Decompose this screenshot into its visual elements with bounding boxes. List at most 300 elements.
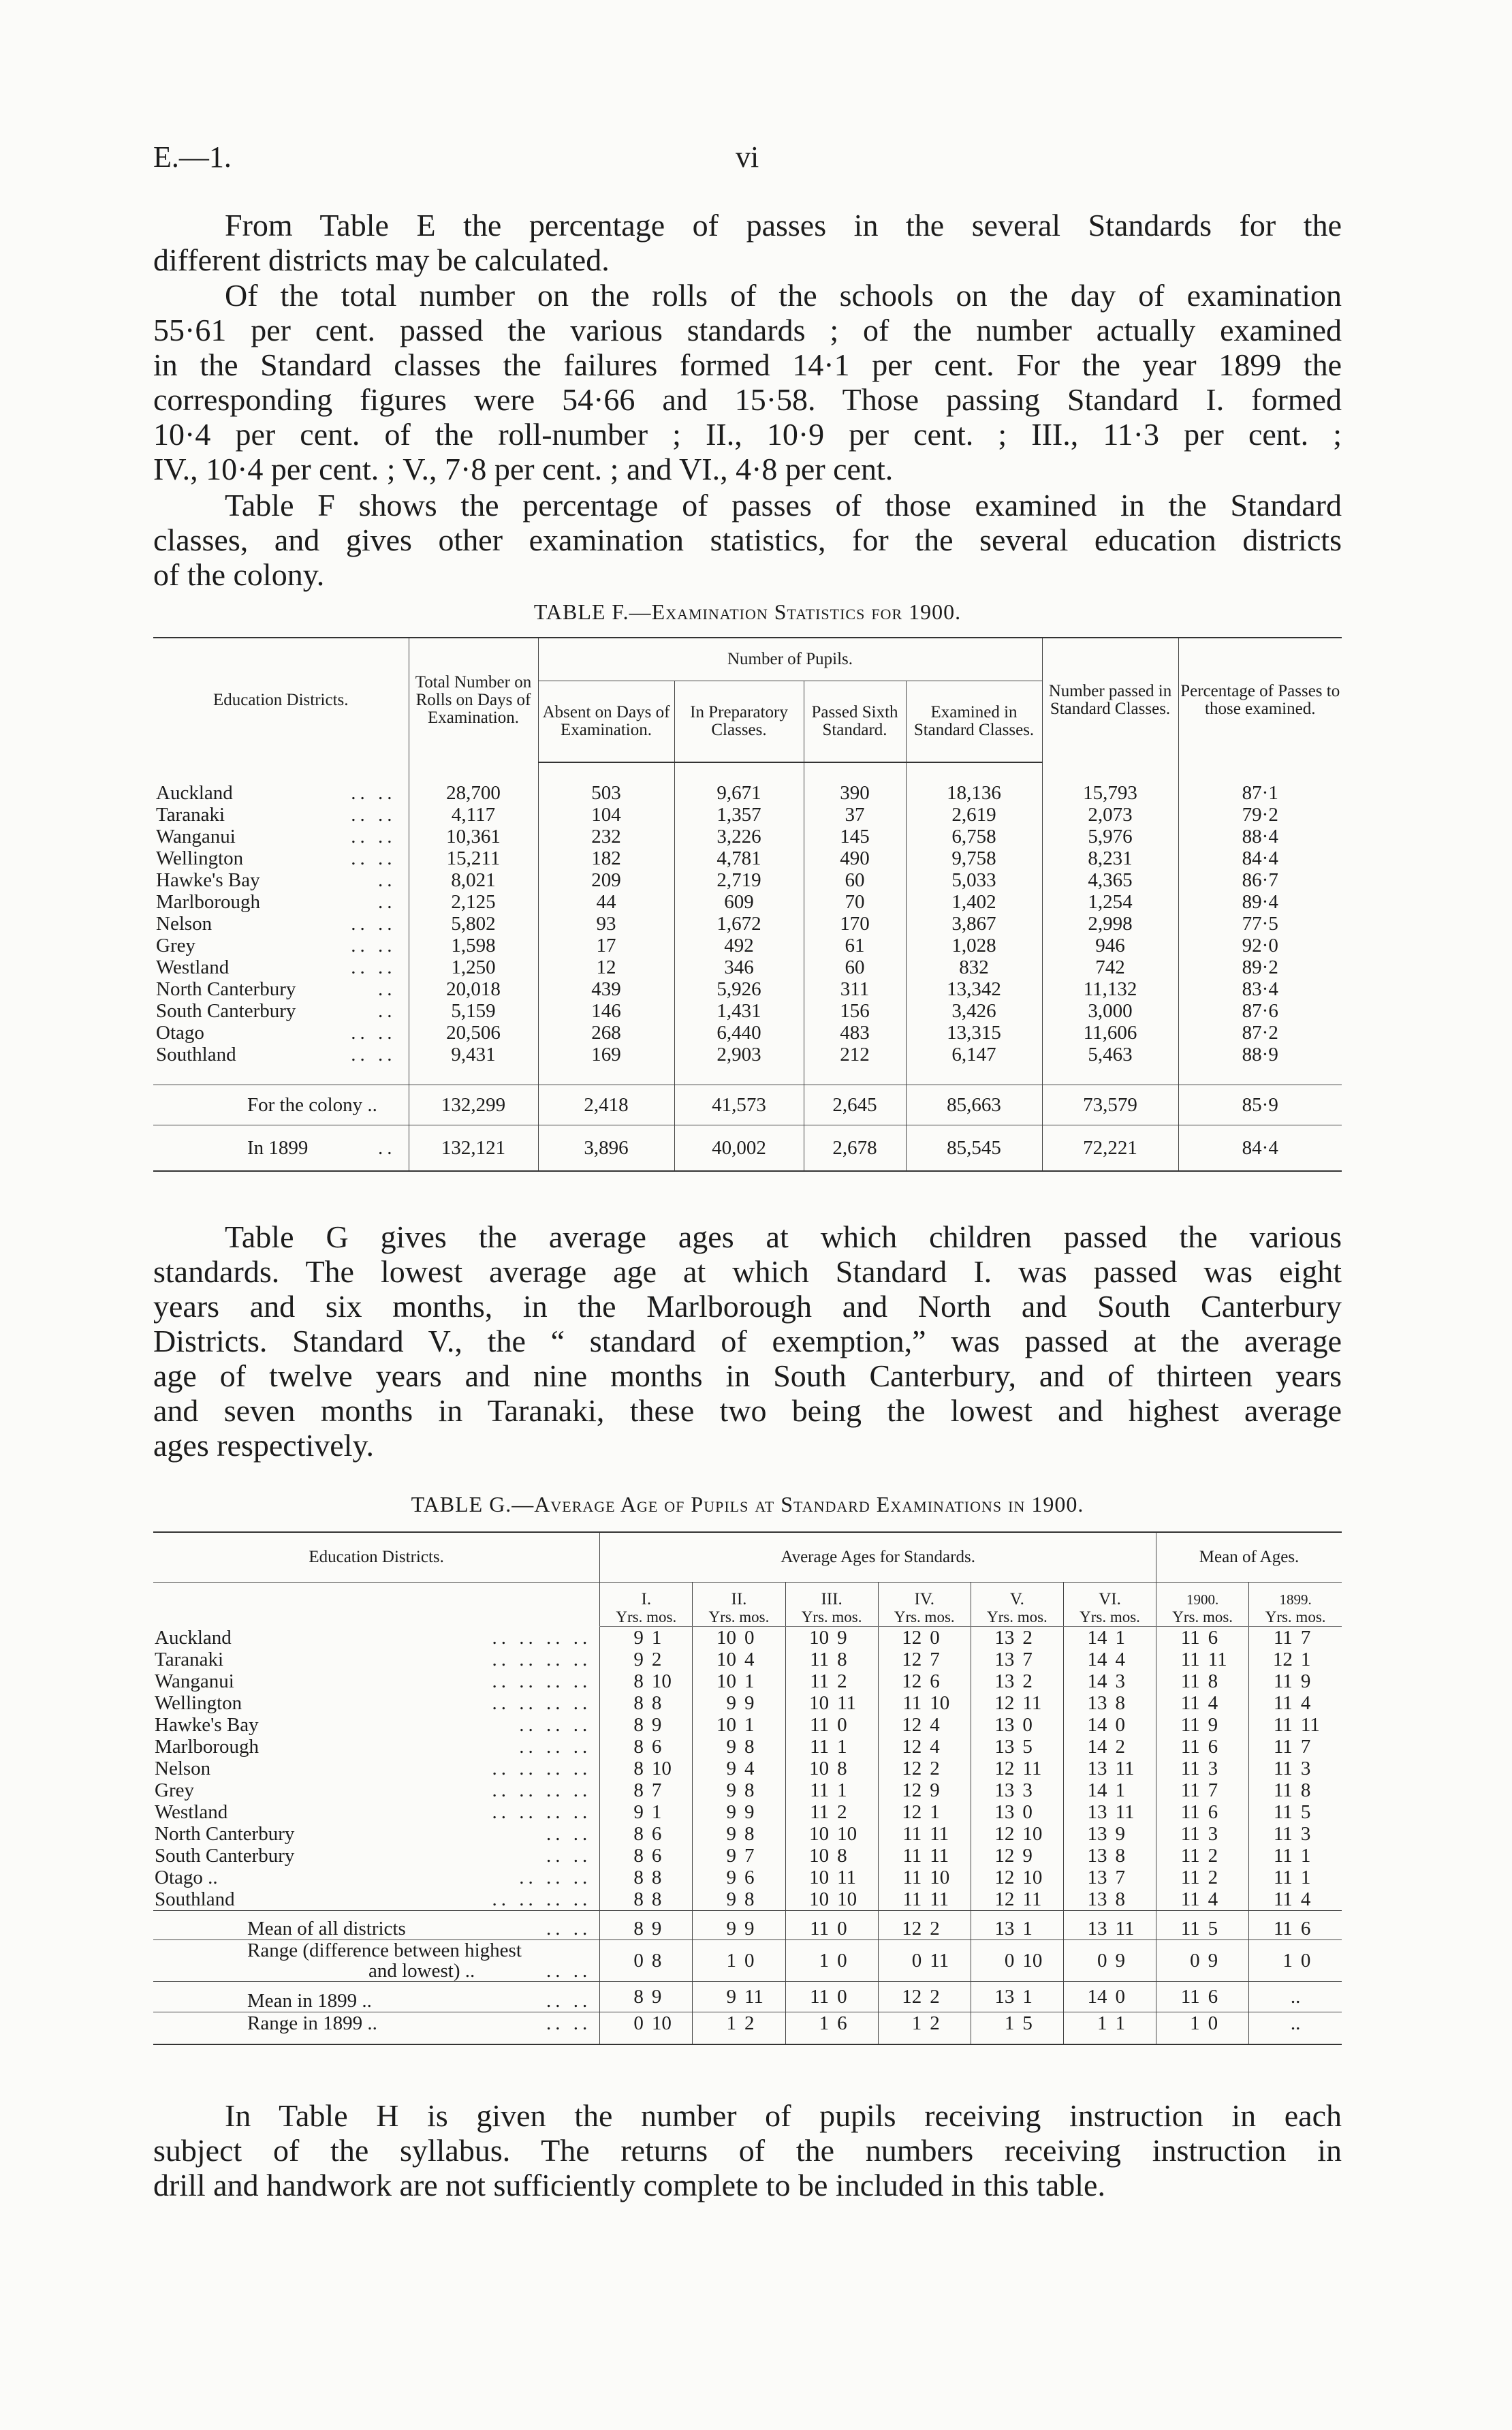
cell-months: 1 (651, 1627, 662, 1649)
cell-months: 0 (1112, 1982, 1156, 2012)
cell-years: 10 (693, 1649, 740, 1670)
cell-years: 10 (785, 1758, 833, 1779)
cell-years: 8 (600, 1888, 648, 1911)
text-line: corresponding figures were 54·66 and 15·58. Those passing Standard I. formed (153, 382, 1342, 417)
cell-blank: .. (1249, 2012, 1342, 2045)
text-line: different districts may be calculated. (153, 243, 610, 277)
district-name: South Canterbury (156, 1000, 296, 1022)
cell-months: 6 (651, 1736, 662, 1758)
cell-years: 11 (1156, 1845, 1204, 1867)
cell-sixth: 145 (804, 826, 906, 847)
cell-passed: 2,998 (1042, 913, 1178, 935)
document-code: E.—1. (153, 140, 232, 174)
district-name: Grey (155, 1779, 194, 1801)
header-yrs-mos: Yrs. mos. (600, 1608, 693, 1627)
cell-months: 9 (740, 1911, 785, 1940)
cell-absent: 146 (538, 1000, 674, 1022)
cell-months: 1 (1112, 2012, 1156, 2045)
cell-total: 5,802 (409, 913, 538, 935)
cell-years: 0 (1063, 1940, 1111, 1982)
cell-years: 11 (1156, 1982, 1204, 2012)
cell-months: 8 (837, 1649, 847, 1670)
leader-dots: .. .. (546, 1823, 592, 1845)
cell-years: 8 (600, 1779, 648, 1801)
district-name: Westland (155, 1801, 228, 1823)
cell-months: 10 (837, 1888, 857, 1910)
table-row (153, 847, 1342, 869)
cell-years: 11 (878, 1823, 926, 1845)
cell-months: 2 (1022, 1627, 1033, 1649)
cell-months: 0 (833, 1911, 878, 1940)
text-line: Table G gives the average ages at which children passed the various (225, 1219, 1342, 1254)
cell-months: 10 (1018, 1940, 1063, 1982)
leader-dots: .. (378, 891, 396, 913)
header-yrs-mos: Yrs. mos. (878, 1608, 971, 1627)
table-row-1899 (153, 1125, 1342, 1172)
cell-preparatory: 5,926 (674, 978, 804, 1000)
table-g-summary (153, 1911, 1342, 1982)
cell-percentage: 92·0 (1178, 935, 1342, 956)
cell-months: 1 (1018, 1982, 1063, 2012)
leader-dots: .. .. (351, 1022, 396, 1044)
cell-months: 6 (1208, 1801, 1218, 1823)
leader-dots: .. .. (546, 1960, 592, 1982)
cell-years: 11 (878, 1867, 926, 1888)
text-line: in the Standard classes the failures formed 14·1 per cent. For the year 1899 the (153, 347, 1342, 382)
district-name: Taranaki (155, 1649, 224, 1670)
cell-years: 11 (1156, 1692, 1204, 1714)
cell-years: 10 (785, 1692, 833, 1714)
cell-years: 11 (1156, 1670, 1204, 1692)
table-row (153, 1692, 1342, 1714)
leader-dots: .. .. (546, 1845, 592, 1867)
cell-months: 2 (1208, 1867, 1218, 1888)
header-column-standard: II. (693, 1583, 785, 1609)
cell-months: 10 (648, 2012, 693, 2045)
cell-months: 6 (930, 1670, 940, 1692)
header-examined: Examined in Standard Classes. (906, 681, 1042, 763)
cell-years: 11 (785, 1779, 833, 1801)
cell-years: 11 (1249, 1867, 1297, 1888)
cell-months: 2 (1022, 1670, 1033, 1692)
cell-years: 8 (600, 1845, 648, 1867)
cell-years: 9 (693, 1736, 740, 1758)
cell-years: 1 (693, 2012, 740, 2045)
cell-years: 11 (1249, 1736, 1297, 1758)
table-row (153, 1845, 1342, 1867)
cell-months: 8 (837, 1845, 847, 1867)
cell-months: 9 (648, 1982, 693, 2012)
cell-years: 11 (785, 1982, 833, 2012)
cell-months: 9 (837, 1627, 847, 1649)
cell-years: 1 (785, 1940, 833, 1982)
district-name: Marlborough (156, 891, 261, 913)
cell-total: 132,121 (409, 1125, 538, 1172)
row-label (153, 1000, 409, 1022)
cell-months: 8 (744, 1823, 755, 1845)
cell-years: 10 (693, 1670, 740, 1692)
cell-preparatory: 492 (674, 935, 804, 956)
cell-sixth: 37 (804, 804, 906, 826)
cell-months: 5 (1018, 2012, 1063, 2045)
cell-absent: 209 (538, 869, 674, 891)
header-number-passed: Number passed in Standard Classes. (1042, 638, 1178, 762)
cell-months: 10 (930, 1867, 950, 1888)
cell-years: 11 (785, 1911, 833, 1940)
caption-prefix: TABLE F.— (533, 599, 652, 624)
cell-years: 14 (1063, 1670, 1111, 1692)
cell-months: 7 (1208, 1779, 1218, 1801)
cell-years: 0 (878, 1940, 926, 1982)
cell-total: 9,431 (409, 1044, 538, 1065)
cell-years: 0 (600, 1940, 648, 1982)
header-yrs-mos: Yrs. mos. (971, 1608, 1063, 1627)
cell-months: 4 (1115, 1649, 1126, 1670)
cell-sixth: 2,645 (804, 1085, 906, 1125)
cell-months: 3 (1208, 1758, 1218, 1779)
cell-years: 14 (1063, 1649, 1111, 1670)
cell-sixth: 60 (804, 869, 906, 891)
cell-preparatory: 609 (674, 891, 804, 913)
cell-years: 11 (1249, 1888, 1297, 1911)
cell-months: 0 (1022, 1714, 1033, 1736)
district-name: South Canterbury (155, 1845, 295, 1867)
cell-years: 11 (1249, 1779, 1297, 1801)
cell-years: 8 (600, 1670, 648, 1692)
cell-years: 11 (1156, 1779, 1204, 1801)
cell-examined: 1,402 (906, 891, 1042, 913)
row-label (153, 2012, 600, 2045)
table-row-range-1899 (153, 2012, 1342, 2045)
district-name: Otago .. (155, 1867, 218, 1888)
cell-total: 2,125 (409, 891, 538, 913)
cell-total: 132,299 (409, 1085, 538, 1125)
cell-months: 9 (744, 1801, 755, 1823)
cell-years: 13 (971, 1649, 1018, 1670)
leader-dots: .. .. .. .. (492, 1649, 592, 1670)
row-label (153, 956, 409, 978)
table-row-range (153, 1940, 1342, 1982)
text-line: IV., 10·4 per cent. ; V., 7·8 per cent. ; and VI., 4·8 per cent. (153, 452, 894, 486)
row-label (153, 1649, 600, 1670)
cell-months: 11 (930, 1845, 949, 1867)
cell-months: 4 (930, 1736, 940, 1758)
cell-sixth: 60 (804, 956, 906, 978)
cell-months: 6 (1204, 1982, 1249, 2012)
leader-dots: .. .. (351, 782, 396, 804)
leader-dots: .. .. .. .. (492, 1692, 592, 1714)
cell-percentage: 85·9 (1178, 1085, 1342, 1125)
cell-months: 2 (837, 1670, 847, 1692)
cell-years: 11 (1249, 1845, 1297, 1867)
caption-title: Examination Statistics for 1900. (651, 599, 962, 624)
cell-years: 12 (878, 1627, 926, 1649)
cell-months: 11 (1300, 1714, 1320, 1736)
caption-prefix: TABLE G.— (411, 1492, 535, 1516)
row-label (153, 1022, 409, 1044)
cell-years: 14 (1063, 1982, 1111, 2012)
cell-preparatory: 1,431 (674, 1000, 804, 1022)
leader-dots: .. (378, 1137, 396, 1159)
cell-months: 11 (1208, 1649, 1227, 1670)
table-row (153, 1888, 1342, 1911)
row-label (153, 1911, 600, 1940)
cell-passed: 5,463 (1042, 1044, 1178, 1065)
cell-percentage: 86·7 (1178, 869, 1342, 891)
cell-percentage: 89·4 (1178, 891, 1342, 913)
cell-months: 10 (930, 1692, 950, 1714)
cell-years: 11 (1156, 1867, 1204, 1888)
table-row (153, 935, 1342, 956)
cell-months: 8 (651, 1888, 662, 1910)
cell-absent: 104 (538, 804, 674, 826)
cell-passed: 2,073 (1042, 804, 1178, 826)
leader-dots: .. .. (351, 935, 396, 956)
row-label (153, 869, 409, 891)
cell-years: 12 (878, 1758, 926, 1779)
cell-months: 8 (651, 1692, 662, 1714)
cell-months: 6 (1297, 1911, 1342, 1940)
district-name: Wanganui (155, 1670, 234, 1692)
cell-years: 13 (971, 1670, 1018, 1692)
cell-total: 1,598 (409, 935, 538, 956)
cell-years: 9 (600, 1801, 648, 1823)
cell-months: 0 (1297, 1940, 1342, 1982)
text-line: In Table H is given the number of pupils receiving instruction in each (225, 2098, 1342, 2133)
cell-years: 12 (971, 1692, 1018, 1714)
cell-months: 8 (744, 1888, 755, 1910)
cell-months: 9 (1300, 1670, 1311, 1692)
row-label (153, 1940, 600, 1982)
cell-years: 12 (878, 1911, 926, 1940)
header-yrs-mos: Yrs. mos. (693, 1608, 785, 1627)
cell-years: 9 (693, 1888, 740, 1911)
cell-total: 5,159 (409, 1000, 538, 1022)
row-label (153, 1736, 600, 1758)
header-education-districts: Education Districts. (153, 1532, 600, 1583)
text-line: From Table E the percentage of passes in the several Standards for the (225, 208, 1342, 243)
cell-years: 12 (878, 1982, 926, 2012)
cell-months: 8 (1115, 1845, 1126, 1867)
cell-passed: 72,221 (1042, 1125, 1178, 1172)
cell-years: 9 (693, 1692, 740, 1714)
cell-total: 1,250 (409, 956, 538, 978)
text-line: age of twelve years and nine months in South Canterbury, and of thirteen years (153, 1358, 1342, 1393)
cell-passed: 8,231 (1042, 847, 1178, 869)
cell-years: 10 (785, 1845, 833, 1867)
cell-preparatory: 2,903 (674, 1044, 804, 1065)
cell-months: 10 (651, 1758, 672, 1779)
cell-passed: 73,579 (1042, 1085, 1178, 1125)
cell-sixth: 156 (804, 1000, 906, 1022)
cell-months: 4 (1208, 1692, 1218, 1714)
cell-years: 10 (785, 1627, 833, 1649)
text-line: of the colony. (153, 557, 325, 592)
cell-years: 1 (785, 2012, 833, 2045)
cell-absent: 3,896 (538, 1125, 674, 1172)
cell-months: 8 (744, 1779, 755, 1801)
cell-total: 20,018 (409, 978, 538, 1000)
text-line: ages respectively. (153, 1428, 374, 1463)
row-label-text: Mean of all districts (247, 1918, 406, 1940)
paragraph-table-g-intro (153, 1219, 1342, 1463)
leader-dots: .. .. .. .. (492, 1626, 592, 1649)
header-column-standard: VI. (1063, 1583, 1156, 1609)
cell-months: 6 (651, 1845, 662, 1867)
row-label (153, 1823, 600, 1845)
cell-months: 1 (1018, 1911, 1063, 1940)
cell-years: 9 (693, 1982, 740, 2012)
table-f-caption (153, 599, 1342, 625)
cell-sixth: 212 (804, 1044, 906, 1065)
cell-absent: 12 (538, 956, 674, 978)
cell-examined: 85,663 (906, 1085, 1042, 1125)
text-line: 55·61 per cent. passed the various standards ; of the number actually examined (153, 313, 1342, 347)
cell-months: 7 (1115, 1867, 1126, 1888)
cell-passed: 5,976 (1042, 826, 1178, 847)
cell-months: 9 (648, 1911, 693, 1940)
table-row (153, 804, 1342, 826)
cell-years: 13 (1063, 1867, 1111, 1888)
district-name: Wellington (155, 1692, 242, 1714)
district-name: Southland (156, 1044, 236, 1065)
cell-percentage: 89·2 (1178, 956, 1342, 978)
district-name: Hawke's Bay (156, 869, 260, 891)
cell-examined: 1,028 (906, 935, 1042, 956)
table-f-examination-statistics (153, 637, 1342, 1172)
district-name: Nelson (155, 1758, 211, 1779)
cell-preparatory: 40,002 (674, 1125, 804, 1172)
row-label (153, 1125, 409, 1172)
header-yrs-mos: Yrs. mos. (1249, 1608, 1342, 1627)
cell-examined: 13,342 (906, 978, 1042, 1000)
cell-years: 12 (971, 1888, 1018, 1911)
header-average-ages: Average Ages for Standards. (600, 1532, 1156, 1583)
cell-years: 13 (1063, 1692, 1111, 1714)
cell-months: 7 (1300, 1627, 1311, 1649)
leader-dots: .. .. (351, 1044, 396, 1065)
cell-absent: 93 (538, 913, 674, 935)
cell-examined: 6,758 (906, 826, 1042, 847)
cell-years: 13 (1063, 1911, 1111, 1940)
cell-absent: 169 (538, 1044, 674, 1065)
header-number-of-pupils: Number of Pupils. (538, 638, 1042, 681)
text-line: 10·4 per cent. of the roll-number ; II., 10·9 per cent. ; III., 11·3 per cent. ; (153, 417, 1342, 452)
leader-dots: .. .. (351, 956, 396, 978)
cell-months: 8 (837, 1758, 847, 1779)
table-row (153, 826, 1342, 847)
cell-years: 11 (785, 1649, 833, 1670)
cell-blank: .. (1249, 1982, 1342, 2012)
cell-years: 11 (878, 1692, 926, 1714)
cell-months: 7 (1300, 1736, 1311, 1758)
caption-title: Average Age of Pupils at Standard Examinations in 1900. (534, 1492, 1084, 1516)
cell-months: 9 (1115, 1823, 1126, 1845)
text-line: Of the total number on the rolls of the schools on the day of examination (225, 278, 1342, 313)
cell-years: 11 (1249, 1670, 1297, 1692)
header-mean-of-ages: Mean of Ages. (1156, 1532, 1342, 1583)
table-row (153, 1823, 1342, 1845)
cell-years: 11 (1249, 1758, 1297, 1779)
cell-months: 10 (1022, 1823, 1043, 1845)
row-label (153, 1779, 600, 1801)
cell-years: 11 (785, 1670, 833, 1692)
cell-months: 4 (1208, 1888, 1218, 1910)
cell-years: 11 (1156, 1801, 1204, 1823)
paragraph-table-e (153, 208, 1342, 277)
cell-years: 10 (785, 1823, 833, 1845)
cell-years: 13 (971, 1627, 1018, 1649)
leader-dots: .. .. (351, 826, 396, 847)
cell-sixth: 70 (804, 891, 906, 913)
cell-months: 7 (1022, 1649, 1033, 1670)
cell-examined: 13,315 (906, 1022, 1042, 1044)
table-row (153, 1779, 1342, 1801)
cell-total: 10,361 (409, 826, 538, 847)
cell-months: 7 (744, 1845, 755, 1867)
cell-absent: 268 (538, 1022, 674, 1044)
text-line: and seven months in Taranaki, these two being the lowest and highest average (153, 1393, 1342, 1428)
cell-years: 11 (1156, 1911, 1204, 1940)
cell-years: 12 (878, 1670, 926, 1692)
cell-months: 0 (833, 1940, 878, 1982)
row-label (153, 1627, 600, 1649)
cell-months: 4 (744, 1758, 755, 1779)
leader-dots: .. .. (546, 2012, 592, 2034)
district-name: Wellington (156, 847, 244, 869)
row-label (153, 1867, 600, 1888)
leader-dots: .. .. (351, 913, 396, 935)
paragraph-table-h-intro (153, 2098, 1342, 2202)
cell-examined: 85,545 (906, 1125, 1042, 1172)
cell-passed: 11,132 (1042, 978, 1178, 1000)
cell-months: 8 (1115, 1692, 1126, 1714)
cell-sixth: 2,678 (804, 1125, 906, 1172)
cell-total: 28,700 (409, 782, 538, 804)
cell-years: 9 (693, 1758, 740, 1779)
cell-months: 8 (1115, 1888, 1126, 1910)
text-line: subject of the syllabus. The returns of the numbers receiving instruction in (153, 2133, 1342, 2168)
cell-years: 8 (600, 1867, 648, 1888)
row-label-text: and lowest) .. (368, 1960, 475, 1982)
cell-examined: 18,136 (906, 782, 1042, 804)
cell-years: 1 (971, 2012, 1018, 2045)
row-label (153, 1801, 600, 1823)
cell-months: 11 (837, 1692, 857, 1714)
cell-sixth: 390 (804, 782, 906, 804)
district-name: Hawke's Bay (155, 1714, 259, 1736)
row-label (153, 1845, 600, 1867)
cell-years: 12 (971, 1845, 1018, 1867)
leader-dots: .. .. .. .. (492, 1670, 592, 1692)
cell-absent: 17 (538, 935, 674, 956)
cell-years: 11 (1249, 1714, 1297, 1736)
cell-absent: 2,418 (538, 1085, 674, 1125)
cell-percentage: 87·2 (1178, 1022, 1342, 1044)
cell-months: 10 (837, 1823, 857, 1845)
cell-years: 12 (878, 1714, 926, 1736)
page-number: vi (736, 140, 759, 174)
cell-years: 8 (600, 1758, 648, 1779)
leader-dots: .. .. .. (519, 1867, 592, 1888)
cell-months: 11 (1022, 1692, 1042, 1714)
cell-percentage: 77·5 (1178, 913, 1342, 935)
cell-months: 2 (926, 1911, 971, 1940)
row-label (153, 826, 409, 847)
cell-months: 0 (1022, 1801, 1033, 1823)
cell-years: 11 (1156, 1714, 1204, 1736)
cell-years: 14 (1063, 1627, 1111, 1649)
